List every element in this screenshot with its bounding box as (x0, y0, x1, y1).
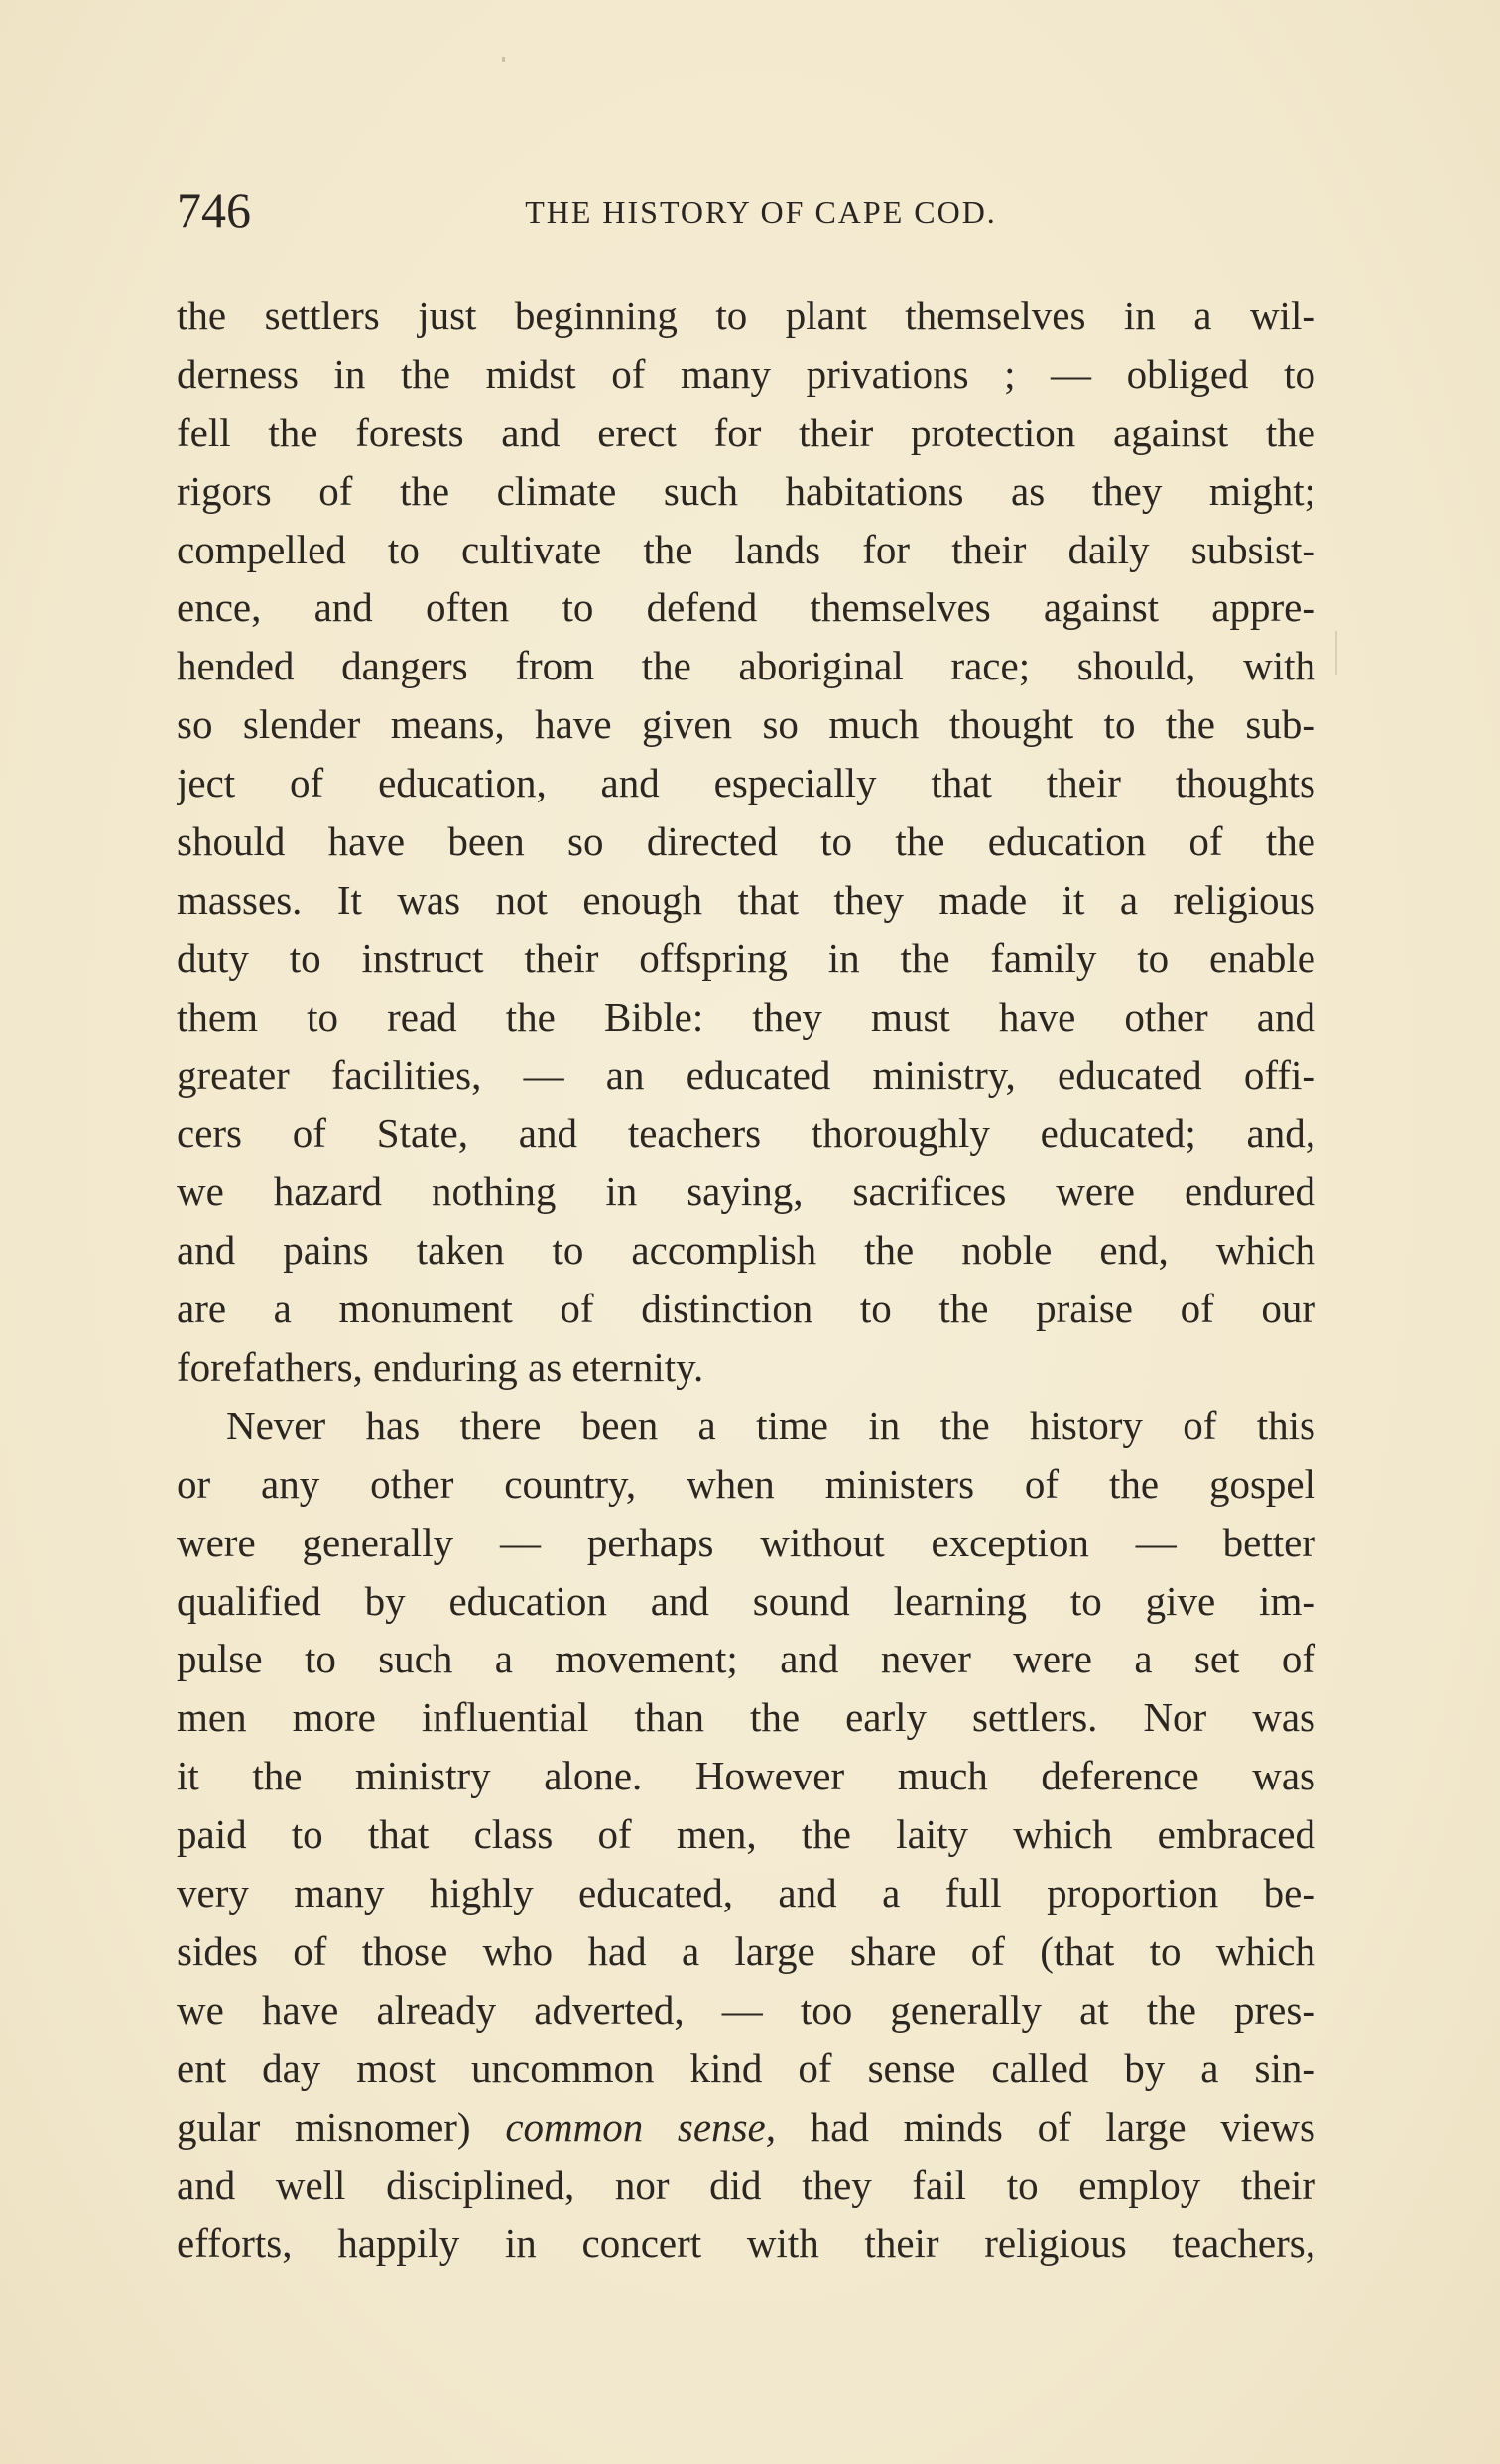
text-line: duty to instruct their offspring in the family to enable (177, 934, 1315, 981)
text-line: we have already adverted, — too generally at the pres- (177, 1986, 1315, 2033)
paper-speck (1335, 631, 1337, 675)
text-line: compelled to cultivate the lands for their daily subsist- (177, 526, 1315, 572)
text-line: it the ministry alone. However much deference was (177, 1753, 1315, 1799)
text-line: greater facilities, — an educated ministry, educated offi- (177, 1051, 1315, 1098)
text-line: Never has there been a time in the history of this (226, 1402, 1315, 1448)
text-line: cers of State, and teachers thoroughly educated; and, (177, 1110, 1315, 1157)
text-line: qualified by education and sound learning to give im- (177, 1577, 1315, 1624)
text-line: ence, and often to defend themselves against appre- (177, 584, 1315, 631)
text-line: or any other country, when ministers of the gospel (177, 1460, 1315, 1507)
text-line: very many highly educated, and a full proportion be- (177, 1870, 1315, 1916)
text-line: paid to that class of men, the laity which embraced (177, 1811, 1315, 1858)
text-run: gular misnomer) (177, 2103, 471, 2150)
text-line: sides of those who had a large share of (that to which (177, 1927, 1315, 1974)
text-line: efforts, happily in concert with their religious teachers, (177, 2220, 1315, 2267)
text-line: and pains taken to accomplish the noble end, which (177, 1227, 1315, 1274)
body-text (177, 287, 1315, 2273)
text-line-mixed (177, 2098, 1315, 2156)
text-run: had minds of large views (810, 2103, 1315, 2150)
text-line: masses. It was not enough that they made it a religious (177, 876, 1315, 923)
text-line: hended dangers from the aboriginal race; should, with (177, 643, 1315, 689)
text-line: were generally — perhaps without exception — better (177, 1519, 1315, 1565)
text-line: pulse to such a movement; and never were a set of (177, 1636, 1315, 1682)
text-line: should have been so directed to the education of the (177, 818, 1315, 865)
text-line: derness in the midst of many privations ; — obliged to (177, 350, 1315, 397)
paper-speck (502, 57, 505, 62)
text-line: the settlers just beginning to plant themselves in a wil- (177, 293, 1315, 338)
italic-phrase: common sense, (505, 2103, 776, 2150)
page-number: 746 (177, 183, 251, 238)
page-header (177, 181, 1315, 240)
text-line: rigors of the climate such habitations as they might; (177, 467, 1315, 514)
text-line: ent day most uncommon kind of sense called by a sin- (177, 2044, 1315, 2091)
text-line: and well disciplined, nor did they fail to employ their (177, 2161, 1315, 2208)
text-line: men more influential than the early settlers. Nor was (177, 1694, 1315, 1741)
text-line: so slender means, have given so much thought to the sub- (177, 701, 1315, 748)
text-line: are a monument of distinction to the praise of our (177, 1286, 1315, 1332)
text-line: fell the forests and erect for their protection against the (177, 409, 1315, 455)
text-line: them to read the Bible: they must have other and (177, 993, 1315, 1040)
text-line: we hazard nothing in saying, sacrifices were endured (177, 1169, 1315, 1215)
text-line: forefathers, enduring as eternity. (177, 1344, 704, 1391)
text-line: ject of education, and especially that their thoughts (177, 760, 1315, 806)
running-title: THE HISTORY OF CAPE COD. (525, 194, 997, 230)
